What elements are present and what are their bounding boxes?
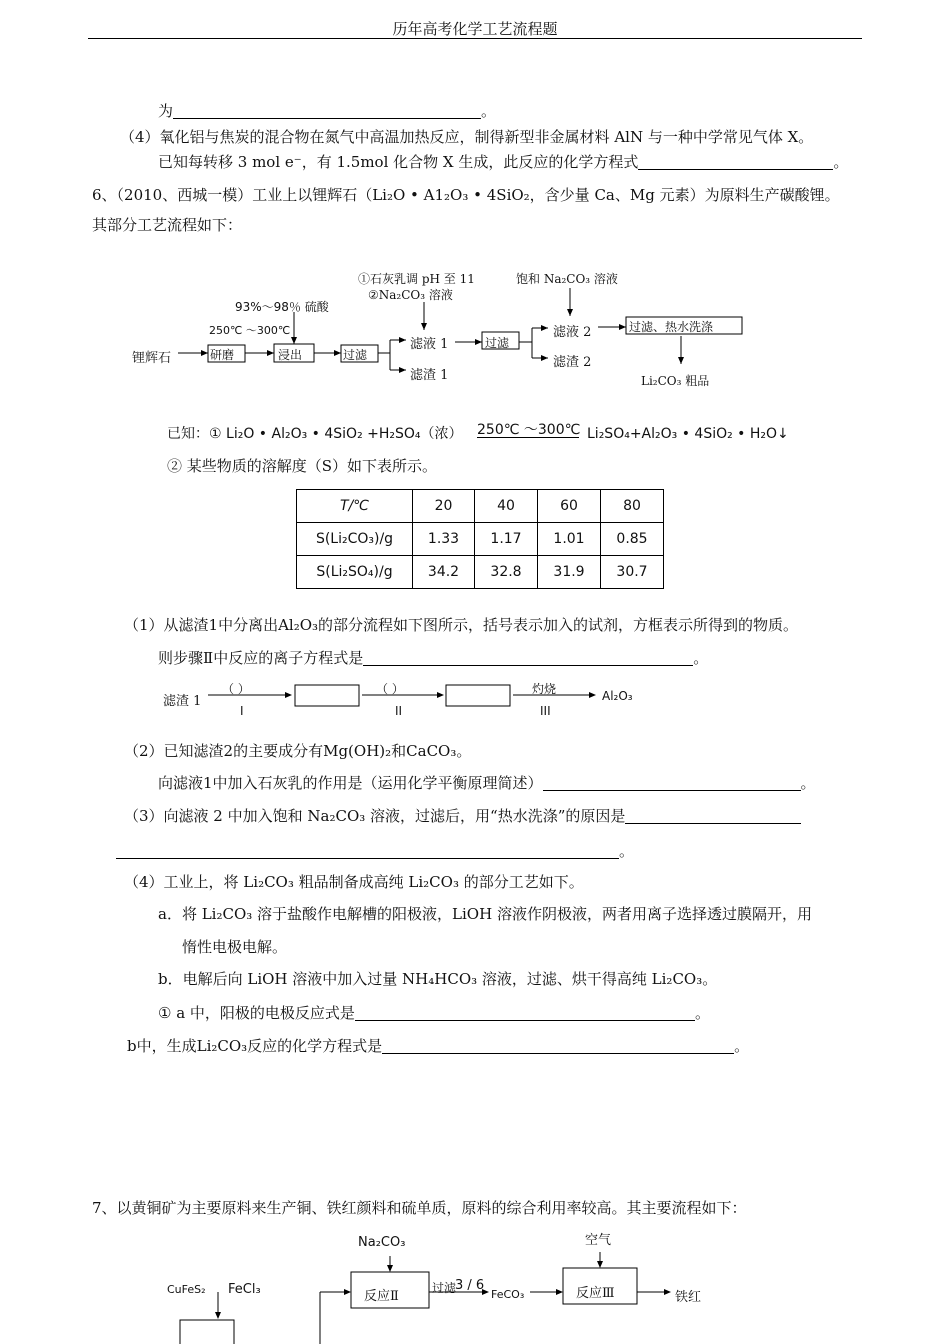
mini-flow-step2: II xyxy=(395,704,403,718)
table-cell: 20 xyxy=(413,490,475,523)
q7-box-1 xyxy=(180,1320,234,1344)
q6-flow-diagram xyxy=(0,260,950,400)
flow-filter-label: 过滤 xyxy=(343,348,368,362)
flow-residue2: 滤渣 2 xyxy=(553,355,592,370)
flow-leach-label: 浸出 xyxy=(278,348,303,362)
q6-part4-q1 xyxy=(158,1003,710,1023)
answer-blank[interactable] xyxy=(363,651,693,666)
q7-iron-red: 铁红 xyxy=(675,1290,702,1305)
flow-grind-label: 研磨 xyxy=(210,348,235,362)
q6-part2-line1: （2）已知滤渣2的主要成分有Mg(OH)₂和CaCO₃。 xyxy=(124,742,472,760)
q6-part4-a2: 惰性电极电解。 xyxy=(182,938,288,956)
q7-flow-diagram xyxy=(0,1250,950,1344)
flow-residue1: 滤渣 1 xyxy=(410,368,449,383)
table-row xyxy=(297,523,664,556)
q6-part4-q2-text: b中，生成Li₂CO₃反应的化学方程式是 xyxy=(127,1037,383,1055)
flow-raw-material: 锂辉石 xyxy=(132,351,172,366)
q6-part3-text: （3）向滤液 2 中加入饱和 Na₂CO₃ 溶液，过滤后，用“热水洗涤”的原因是 xyxy=(124,807,626,825)
q6-part4-q2-end: 。 xyxy=(734,1037,750,1055)
q6-part4-q1-end: 。 xyxy=(694,1004,710,1022)
table-cell: 32.8 xyxy=(475,556,538,589)
q6-part2-line2-text: 向滤液1中加入石灰乳的作用是（运用化学平衡原理简述） xyxy=(158,774,543,792)
q7-reagent-na2co3: Na₂CO₃ xyxy=(358,1235,406,1250)
table-cell: 40 xyxy=(475,490,538,523)
q7-intro: 7、以黄铜矿为主要原料来生产铜、铁红颜料和硫单质，原料的综合利用率较高。其主要流程如下： xyxy=(92,1199,747,1217)
q6-part4-b: b．电解后向 LiOH 溶液中加入过量 NH₄HCO₃ 溶液，过滤、烘干得高纯 Li₂CO₃。 xyxy=(158,970,718,988)
q5-part4-line2-text: 已知每转移 3 mol e⁻，有 1.5mol 化合物 X 生成，此反应的化学方程式 xyxy=(158,153,639,171)
mini-flow-burn: 灼烧 xyxy=(532,682,557,696)
known1-line xyxy=(167,424,463,444)
flow-reagent1: ①石灰乳调 pH 至 11 xyxy=(358,272,475,286)
q5-line1-prefix: 为 xyxy=(158,102,174,120)
answer-blank[interactable] xyxy=(625,809,801,824)
q7-reaction3-label: 反应Ⅲ xyxy=(576,1286,615,1301)
table-cell: 34.2 xyxy=(413,556,475,589)
q7-cufes2: CuFeS₂ xyxy=(167,1283,206,1296)
mini-flow-start: 滤渣 1 xyxy=(163,694,202,709)
table-row xyxy=(297,556,664,589)
q5-part4-line2 xyxy=(158,152,848,172)
q5-line1 xyxy=(158,101,496,121)
known2-line: ② 某些物质的溶解度（S）如下表所示。 xyxy=(167,457,438,475)
known1-prefix: 已知：① xyxy=(167,426,222,442)
answer-blank[interactable] xyxy=(382,1039,734,1054)
table-cell: S(Li₂CO₃)/g xyxy=(297,523,413,556)
mini-box-2 xyxy=(446,685,510,706)
q6-part1-end: 。 xyxy=(693,649,709,667)
table-cell: 1.17 xyxy=(475,523,538,556)
q6-part3-line1 xyxy=(124,806,801,826)
q6-part4-q1-text: ① a 中，阳极的电极反应式是 xyxy=(158,1004,355,1022)
q6-part1-line2-text: 则步骤Ⅱ中反应的离子方程式是 xyxy=(158,649,364,667)
answer-blank[interactable] xyxy=(116,844,619,859)
flow-product: Li₂CO₃ 粗品 xyxy=(641,374,710,388)
q7-filter-label: 过滤 xyxy=(432,1281,457,1295)
table-cell: 30.7 xyxy=(601,556,664,589)
q6-intro-line1: 6、（2010、西城一模）工业上以锂辉石（Li₂O • A1₂O₃ • 4SiO₂，含少量 Ca、Mg 元素）为原料生产碳酸锂。 xyxy=(92,186,840,204)
flow-filter2-label: 过滤 xyxy=(485,336,510,350)
q7-fecl3: FeCl₃ xyxy=(228,1282,261,1297)
q6-part4-a1: a．将 Li₂CO₃ 溶于盐酸作电解槽的阳极液，LiOH 溶液作阴极液，两者用离子选择透过膜隔开，用 xyxy=(158,905,812,923)
table-cell: S(Li₂SO₄)/g xyxy=(297,556,413,589)
known1-condition-line xyxy=(477,437,579,438)
q6-part2-end: 。 xyxy=(800,774,816,792)
q5-part4-line1: （4）氧化铝与焦炭的混合物在氮气中高温加热反应，制得新型非金属材料 AlN 与一种中学常见气体 X。 xyxy=(120,128,814,146)
q6-intro-line2: 其部分工艺流程如下： xyxy=(92,216,243,234)
mini-flow-step1: I xyxy=(240,704,244,718)
mini-flow-step3: III xyxy=(540,704,551,718)
flow-temp-label: 250℃ ～300℃ xyxy=(209,324,291,337)
mini-flow-paren1: （ ） xyxy=(222,682,250,696)
table-cell: 1.33 xyxy=(413,523,475,556)
answer-blank[interactable] xyxy=(543,776,801,791)
flow-wash-label: 过滤、热水洗涤 xyxy=(629,320,714,334)
table-cell: 31.9 xyxy=(538,556,601,589)
q5-part4-end: 。 xyxy=(833,153,849,171)
table-cell: 60 xyxy=(538,490,601,523)
flow-acid-label: 93%～98％ 硫酸 xyxy=(235,300,329,314)
table-cell: T/℃ xyxy=(297,490,413,523)
flow-filtrate1: 滤液 1 xyxy=(410,337,449,352)
mini-box-1 xyxy=(295,685,359,706)
flow-reagent3: 饱和 Na₂CO₃ 溶液 xyxy=(516,272,618,286)
page-number: 3 / 6 xyxy=(455,1278,485,1293)
q6-part2-line2 xyxy=(158,773,816,793)
q6-part3-line2 xyxy=(116,841,634,861)
answer-blank[interactable] xyxy=(355,1006,695,1021)
q6-part1-line2 xyxy=(158,648,708,668)
q6-part4-q2 xyxy=(127,1036,749,1056)
mini-flow-paren2: （ ） xyxy=(376,682,404,696)
q6-part3-end: 。 xyxy=(619,842,635,860)
q5-line1-end: 。 xyxy=(481,102,497,120)
answer-blank[interactable] xyxy=(173,104,481,119)
mini-flow-end: Al₂O₃ xyxy=(602,689,633,703)
answer-blank[interactable] xyxy=(638,155,833,170)
q6-mini-flow xyxy=(0,678,950,718)
page-header-title: 历年高考化学工艺流程题 xyxy=(392,20,558,38)
q7-reagent-air: 空气 xyxy=(585,1233,612,1248)
table-cell: 0.85 xyxy=(601,523,664,556)
flow-reagent2: ②Na₂CO₃ 溶液 xyxy=(368,288,453,302)
known1-condition: 250℃ ～300℃ xyxy=(477,422,581,438)
table-cell: 80 xyxy=(601,490,664,523)
header-rule xyxy=(88,38,862,39)
q7-feco3: FeCO₃ xyxy=(491,1288,525,1301)
q6-part4-line1: （4）工业上，将 Li₂CO₃ 粗品制备成高纯 Li₂CO₃ 的部分工艺如下。 xyxy=(124,873,584,891)
flow-filtrate2: 滤液 2 xyxy=(553,325,592,340)
table-cell: 1.01 xyxy=(538,523,601,556)
table-row xyxy=(297,490,664,523)
q7-reaction2-label: 反应Ⅱ xyxy=(364,1289,399,1304)
known1-eq-left: Li₂O • Al₂O₃ • 4SiO₂ +H₂SO₄（浓） xyxy=(226,426,463,442)
known1-eq-right: Li₂SO₄+Al₂O₃ • 4SiO₂ • H₂O↓ xyxy=(587,426,789,442)
q6-part1-line1: （1）从滤渣1中分离出Al₂O₃的部分流程如下图所示，括号表示加入的试剂，方框表示所得到的物质。 xyxy=(124,616,799,634)
solubility-table xyxy=(296,489,664,589)
